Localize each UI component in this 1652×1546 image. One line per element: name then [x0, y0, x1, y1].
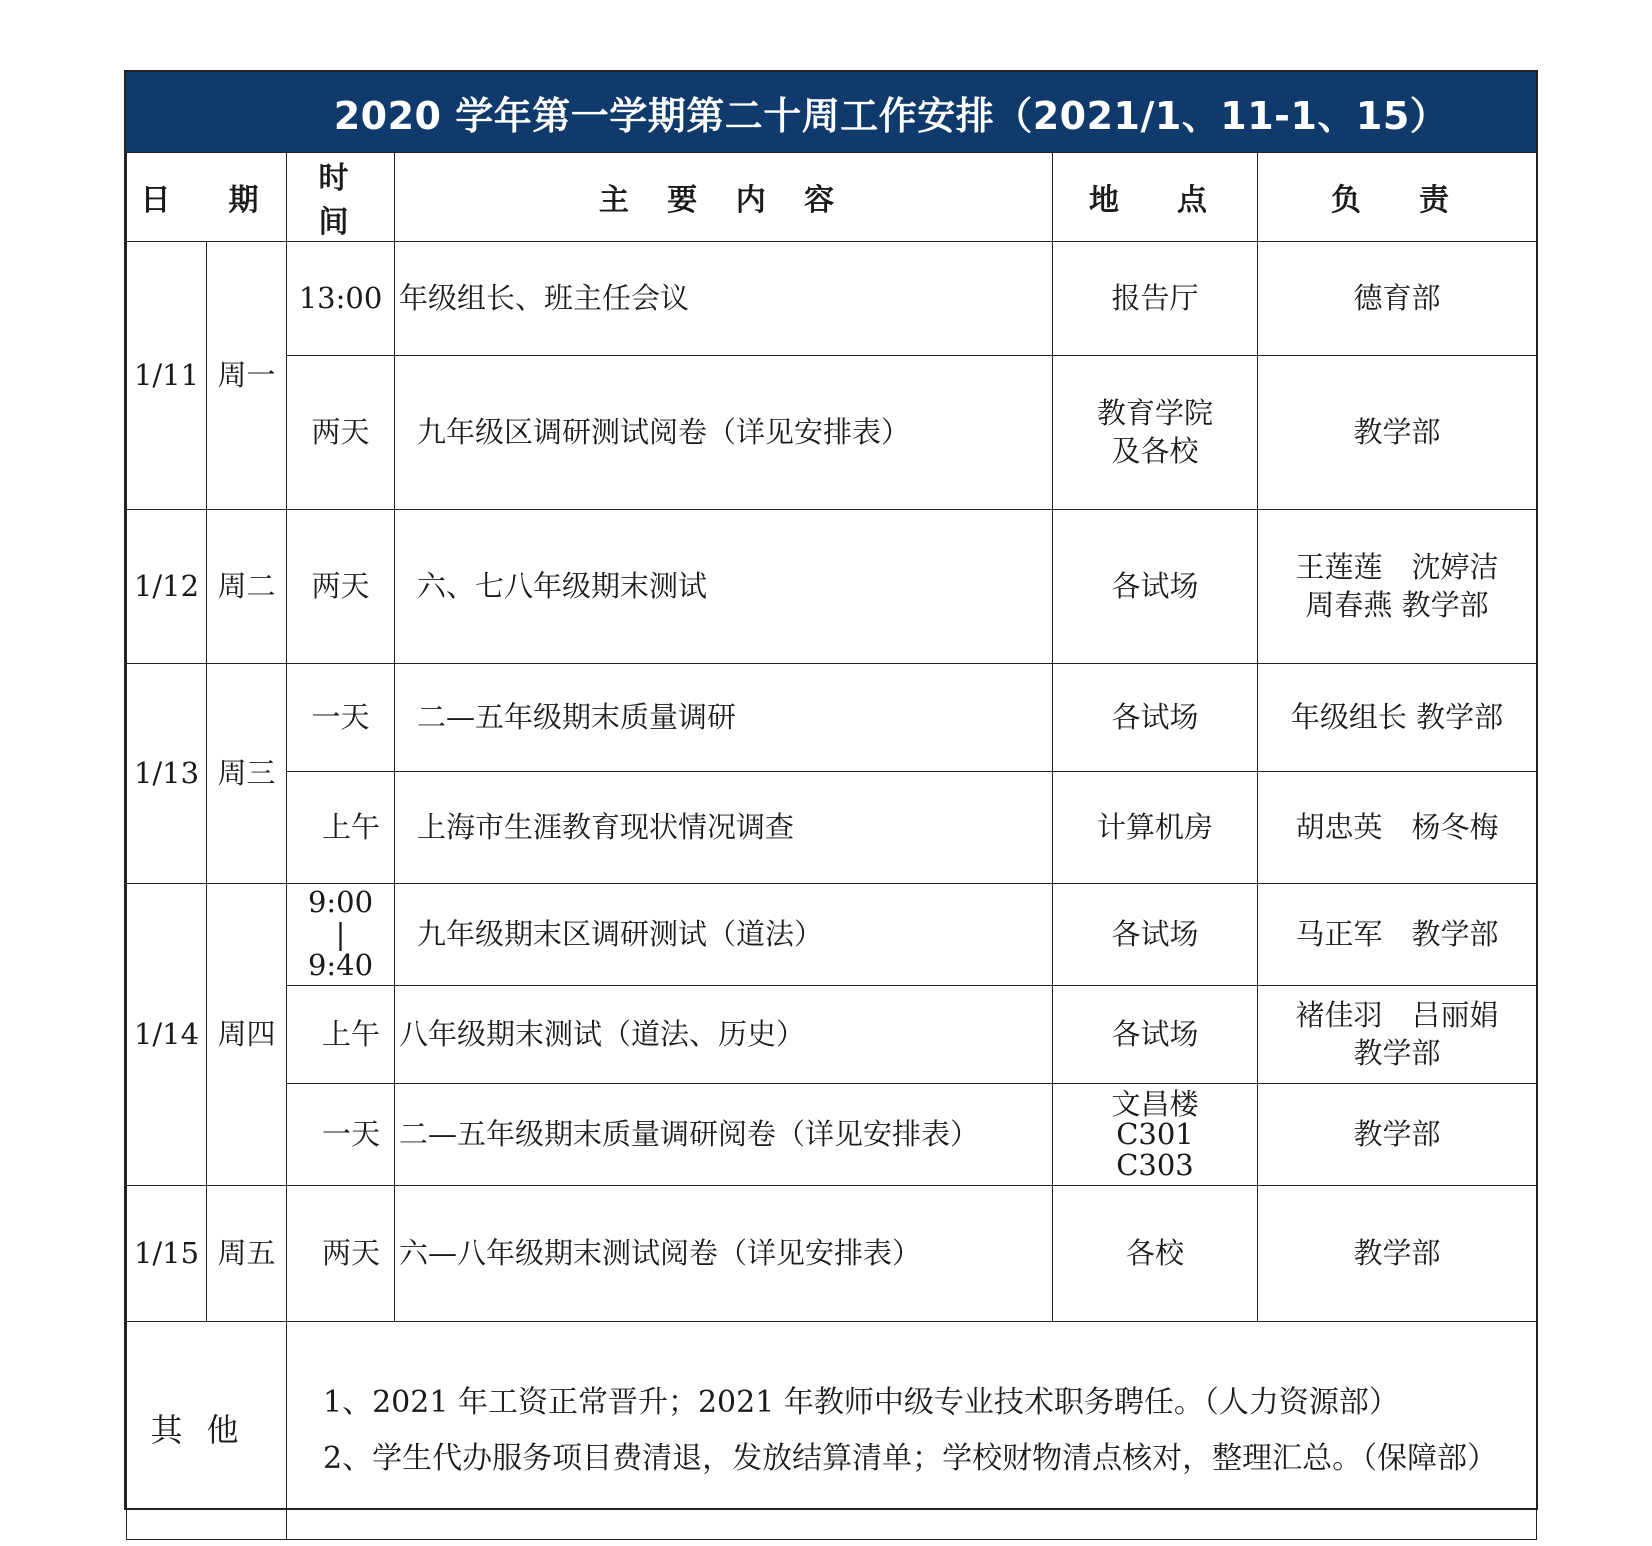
place-cell: 各试场: [1053, 986, 1258, 1084]
time-cell: 一天: [287, 664, 395, 772]
owner-cell: 教学部: [1258, 356, 1537, 510]
owner-cell: 教学部: [1258, 1084, 1537, 1186]
weekday-cell: 周二: [207, 510, 287, 664]
content-cell: 上海市生涯教育现状情况调查: [395, 772, 1053, 884]
place-cell: 各试场: [1053, 510, 1258, 664]
time-cell: 两天: [287, 510, 395, 664]
table-row: [127, 772, 1537, 884]
weekday-cell: 周五: [207, 1186, 287, 1322]
place-line: C303: [1116, 1147, 1194, 1182]
place-cell: 各试场: [1053, 884, 1258, 986]
time-line: |: [335, 916, 346, 951]
content-cell: 年级组长、班主任会议: [395, 242, 1053, 356]
place-line: 及各校: [1111, 433, 1199, 468]
owner-line: 教学部: [1353, 1035, 1441, 1070]
table-row: [127, 986, 1537, 1084]
content-cell: 九年级期末区调研测试（道法）: [395, 884, 1053, 986]
header-row: [127, 153, 1537, 242]
time-cell: 上午: [287, 772, 395, 884]
header-date: 日 期: [127, 153, 287, 242]
date-cell: 1/14: [127, 884, 207, 1186]
owner-cell: 教学部: [1258, 1186, 1537, 1322]
header-content: 主 要 内 容: [395, 153, 1053, 242]
other-label: 其他: [127, 1322, 287, 1540]
content-cell: 六、七八年级期末测试: [395, 510, 1053, 664]
owner-cell: 马正军 教学部: [1258, 884, 1537, 986]
place-cell: [1053, 1084, 1258, 1186]
weekday-cell: 周四: [207, 884, 287, 1186]
time-cell: 13:00: [287, 242, 395, 356]
time-cell: 一天: [287, 1084, 395, 1186]
table-row: [127, 1084, 1537, 1186]
time-line: 9:00: [307, 884, 374, 919]
header-owner: 负 责: [1258, 153, 1537, 242]
title-bar: [126, 72, 1536, 152]
owner-line: 王莲莲 沈婷洁: [1295, 549, 1499, 584]
table-row: [127, 884, 1537, 986]
other-notes: [287, 1322, 1537, 1540]
date-cell: 1/12: [127, 510, 207, 664]
content-cell: 二—五年级期末质量调研阅卷（详见安排表）: [395, 1084, 1053, 1186]
time-cell: 上午: [287, 986, 395, 1084]
owner-cell: 德育部: [1258, 242, 1537, 356]
owner-cell: [1258, 510, 1537, 664]
owner-cell: 胡忠英 杨冬梅: [1258, 772, 1537, 884]
owner-cell: [1258, 986, 1537, 1084]
owner-cell: 年级组长 教学部: [1258, 664, 1537, 772]
header-time: 时 间: [287, 153, 395, 242]
schedule-sheet: [124, 70, 1538, 1510]
content-cell: 八年级期末测试（道法、历史）: [395, 986, 1053, 1084]
place-cell: 各试场: [1053, 664, 1258, 772]
place-cell: 各校: [1053, 1186, 1258, 1322]
table-row: [127, 664, 1537, 772]
page-title: 2020 学年第一学期第二十周工作安排（2021/1、11-1、15）: [333, 93, 1449, 138]
content-cell: 六—八年级期末测试阅卷（详见安排表）: [395, 1186, 1053, 1322]
content-cell: 二—五年级期末质量调研: [395, 664, 1053, 772]
owner-line: 周春燕 教学部: [1305, 587, 1489, 622]
date-cell: 1/13: [127, 664, 207, 884]
time-cell: [287, 884, 395, 986]
other-note-item: 1、2021 年工资正常晋升；2021 年教师中级专业技术职务聘任。（人力资源部）: [323, 1385, 1399, 1420]
schedule-table: [126, 152, 1537, 1540]
date-cell: 1/15: [127, 1186, 207, 1322]
owner-line: 褚佳羽 吕丽娟: [1295, 997, 1499, 1032]
time-line: 9:40: [307, 948, 374, 983]
header-place: 地 点: [1053, 153, 1258, 242]
table-row: [127, 242, 1537, 356]
place-cell: [1053, 356, 1258, 510]
date-cell: 1/11: [127, 242, 207, 510]
place-cell: 计算机房: [1053, 772, 1258, 884]
place-line: 文昌楼: [1111, 1086, 1199, 1121]
weekday-cell: 周一: [207, 242, 287, 510]
time-cell: 两天: [287, 1186, 395, 1322]
place-line: 教育学院: [1096, 395, 1213, 430]
table-row: [127, 356, 1537, 510]
other-row: [127, 1322, 1537, 1540]
time-cell: 两天: [287, 356, 395, 510]
table-row: [127, 1186, 1537, 1322]
place-cell: 报告厅: [1053, 242, 1258, 356]
content-cell: 九年级区调研测试阅卷（详见安排表）: [395, 356, 1053, 510]
place-line: C301: [1116, 1117, 1194, 1152]
other-note-item: 2、学生代办服务项目费清退，发放结算清单；学校财物清点核对，整理汇总。（保障部）: [323, 1440, 1498, 1476]
table-row: [127, 510, 1537, 664]
weekday-cell: 周三: [207, 664, 287, 884]
